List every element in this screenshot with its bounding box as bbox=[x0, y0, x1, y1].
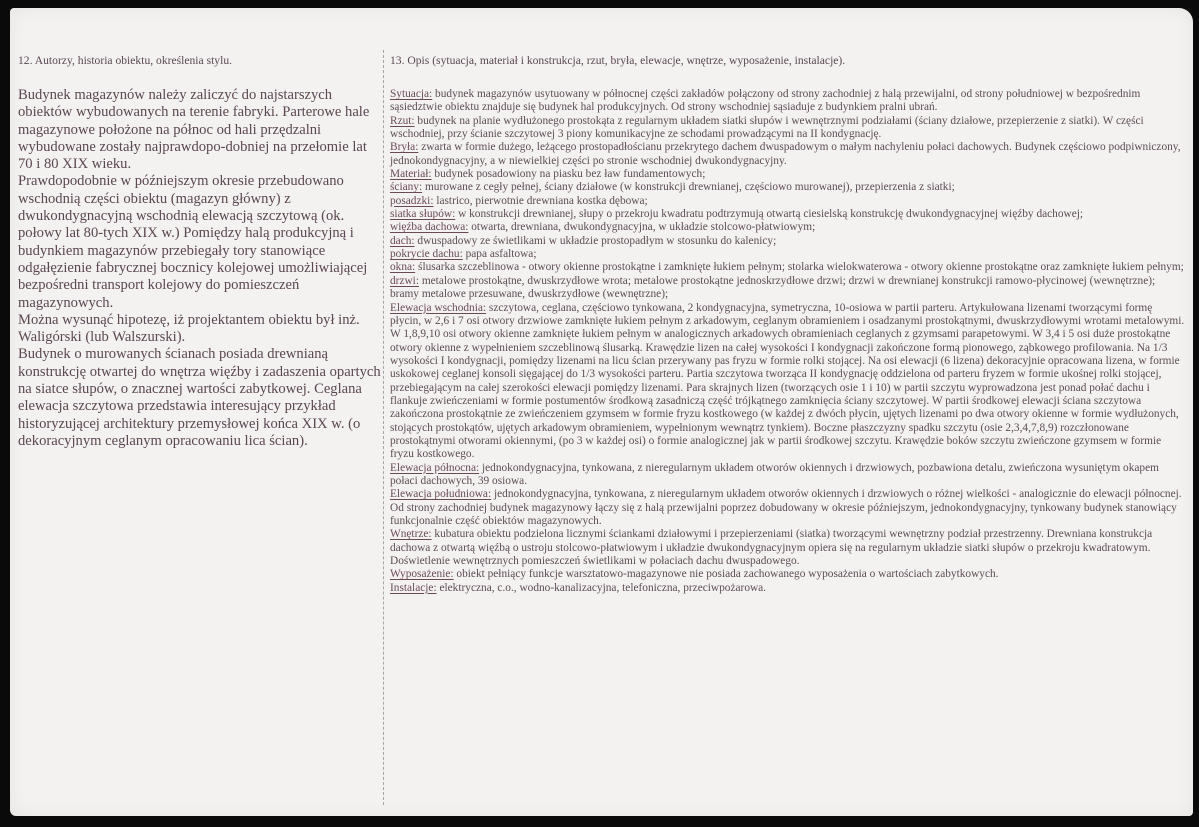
entry-label: pokrycie dachu: bbox=[390, 248, 463, 261]
entry-label: Sytuacja: bbox=[390, 88, 433, 100]
entry-label: więźba dachowa: bbox=[390, 221, 469, 234]
entry-label: Wnętrze: bbox=[390, 528, 432, 541]
entry-text: zwarta w formie dużego, leżącego prostopadłościanu przekrytego dachem dwuspadowym o małym nachyleniu połaci dachowych. Budynek częściowo podpiwniczony, jednokondygnacyjny, a w niewielkiej części po stronie wschodniej dwukondygnacyjny. bbox=[390, 141, 1181, 167]
entry-wyposazenie bbox=[390, 568, 1185, 581]
entry-label: Bryła: bbox=[390, 141, 419, 154]
entry-sciany bbox=[390, 181, 1185, 194]
description-section bbox=[390, 54, 1185, 595]
history-paragraph: Budynek o murowanych ścianach posiada drewnianą konstrukcję otwartej do wnętrza więźby i zadaszenia opartych na siatce słupów, o znacznej wartości zabytkowej. Ceglana elewacja szczytowa przedstawia interesujący przykład historyzującej architektury przemysłowej końca XIX w. (o dekoracyjnym ceglanym opracowaniu lica ścian). bbox=[18, 346, 381, 449]
description-entries bbox=[390, 88, 1185, 595]
entry-label: Materiał: bbox=[390, 168, 432, 181]
entry-wnetrze bbox=[390, 528, 1185, 568]
entry-text: budynek na planie wydłużonego prostokąta z regularnym układem siatki słupów i wewnętrznymi podziałami (ściany działowe, przepierzenie z siatki). W części wschodniej, przy ścianie szczytowej 3 piony komunikacyjne ze schodami prowadzącymi na II kondygnację. bbox=[390, 114, 1144, 141]
entry-label: okna: bbox=[390, 261, 416, 274]
history-text bbox=[18, 87, 383, 450]
entry-label: Wyposażenie: bbox=[390, 568, 454, 581]
entry-rzut bbox=[390, 115, 1185, 142]
entry-text: papa asfaltowa; bbox=[462, 248, 537, 261]
entry-instalacje bbox=[390, 582, 1185, 595]
section-heading-12: 12. Autorzy, historia obiektu, określenia stylu. bbox=[18, 54, 233, 67]
entry-label: Elewacja południowa: bbox=[390, 488, 492, 501]
entry-text: jednokondygnacyjna, tynkowana, z nieregularnym układem otworów okiennych i drzwiowych o różnej wielkości - analogicznie do elewacji północnej. Od strony zachodniej budynek magazynowy łączy się z halą przewijalni poprzez dobudowany w okresie późniejszym, jednokondygnacyjny, tynkowany budynek stanowiący funkcjonalnie część obiektów magazynowych. bbox=[390, 488, 1182, 527]
entry-text: obiekt pełniący funkcje warsztatowo-magazynowe nie posiada zachowanego wyposażenia o wartościach zabytkowych. bbox=[453, 568, 999, 581]
section-heading-13: 13. Opis (sytuacja, materiał i konstrukcja, rzut, bryła, elewacje, wnętrze, wyposażenie, instalacje). bbox=[390, 54, 846, 67]
entry-wiezba-dachowa bbox=[390, 221, 1185, 234]
entry-pokrycie-dachu bbox=[390, 248, 1185, 261]
history-section bbox=[18, 54, 383, 450]
entry-text: budynek posadowiony na piasku bez ław fundamentowych; bbox=[431, 168, 706, 181]
entry-okna bbox=[390, 261, 1185, 274]
entry-elewacja-polnocna bbox=[390, 462, 1185, 489]
entry-material bbox=[390, 168, 1185, 181]
entry-dach bbox=[390, 235, 1185, 248]
entry-text: dwuspadowy ze świetlikami w układzie prostopadłym w stosunku do kalenicy; bbox=[414, 234, 777, 247]
entry-text: murowane z cegły pełnej, ściany działowe (w konstrukcji drewnianej, częściowo murowanej), przepierzenia z siatki; bbox=[422, 181, 955, 194]
entry-text: lastrico, pierwotnie drewniana kostka dębowa; bbox=[433, 194, 648, 207]
entry-label: drzwi: bbox=[390, 274, 419, 287]
entry-label: Rzut: bbox=[390, 114, 415, 127]
entry-bryla bbox=[390, 141, 1185, 168]
entry-sytuacja bbox=[390, 88, 1185, 115]
entry-siatka-slupow bbox=[390, 208, 1185, 221]
entry-posadzki bbox=[390, 195, 1185, 208]
history-paragraph: Można wysunąć hipotezę, iż projektantem obiektu był inż. Waligórski (lub Walszurski). bbox=[18, 311, 360, 346]
history-paragraph: Prawdopodobnie w późniejszym okresie przebudowano wschodnią części obiektu (magazyn główny) z dwukondygnacyjną wschodnią elewacją szczytową (ok. połowy lat 80-tych XIX w.) Pomiędzy halą produkcyjną i budynkiem magazynów przebiegały tory stanowiące odgałęzienie fabrycznej bocznicy kolejowej umożliwiającej bezpośredni transport kolejowy do pomieszczeń magazynowych. bbox=[18, 173, 368, 311]
entry-label: ściany: bbox=[390, 181, 423, 194]
entry-text: metalowe prostokątne, dwuskrzydłowe wrota; metalowe prostokątne jednoskrzydłowe drzwi; drzwi w drewnianej konstrukcji ramowo-płycinowej (wewnętrzne); bramy metalowe przesuwane, dwuskrzydłowe (wewnętrzne); bbox=[390, 274, 1156, 301]
column-divider bbox=[383, 50, 384, 805]
entry-text: w konstrukcji drewnianej, słupy o przekroju kwadratu podtrzymują otwartą ciesielską konstrukcję dwukondygnacyjnej więźby dachowej; bbox=[455, 208, 1084, 221]
history-paragraph: Budynek magazynów należy zaliczyć do najstarszych obiektów wybudowanych na terenie fabryki. Parterowe hale magazynowe położone na północ od hali przędzalni wybudowane zostały najprawdopo-dobniej na przełomie lat 70 i 80 XIX wieku. bbox=[18, 87, 370, 173]
entry-label: siatka słupów: bbox=[390, 208, 456, 221]
entry-text: budynek magazynów usytuowany w północnej części zakładów połączony od strony zachodniej z halą przewijalni, od strony południowej w bezpośrednim sąsiedztwie obiektu znajduje się budynek hal produkcyjnych. Od strony wschodniej sąsiaduje z budynkiem pralni ubrań. bbox=[390, 88, 1141, 114]
entry-text: kubatura obiektu podzielona licznymi ściankami działowymi i przepierzeniami (siatka) tworzącymi wewnętrzny podział przestrzenny. Drewniana konstrukcja dachowa z otwartą więźbą o ustroju stolcowo-płatwiowym i układzie dwukondygnacyjnym opiera się na regularnym układzie siatki słupów o przekroju kwadratowym. Doświetlenie wewnętrznych pomieszczeń świetlikami w połaciach dachu dwuspadowego. bbox=[390, 528, 1153, 568]
entry-label: dach: bbox=[390, 234, 415, 247]
entry-elewacja-poludniowa bbox=[390, 488, 1185, 528]
entry-drzwi bbox=[390, 275, 1185, 302]
document-page bbox=[10, 8, 1193, 816]
entry-label: Elewacja północna: bbox=[390, 461, 480, 474]
entry-text: ślusarka szczeblinowa - otwory okienne prostokątne i zamknięte łukiem pełnym; stolarka wielokwaterowa - otwory okienne prostokątne oraz zamknięte łukiem pełnym; bbox=[415, 261, 1184, 274]
entry-label: posadzki: bbox=[390, 194, 434, 207]
entry-text: elektryczna, c.o., wodno-kanalizacyjna, telefoniczna, przeciwpożarowa. bbox=[436, 581, 767, 594]
entry-label: Elewacja wschodnia: bbox=[390, 301, 487, 314]
entry-elewacja-wschodnia bbox=[390, 302, 1185, 462]
entry-label: Instalacje: bbox=[390, 581, 437, 594]
entry-text: otwarta, drewniana, dwukondygnacyjna, w układzie stolcowo-płatwiowym; bbox=[468, 221, 816, 234]
entry-text: szczytowa, ceglana, częściowo tynkowana, 2 kondygnacyjna, symetryczna, 10-osiowa w partii parteru. Artykułowana lizenami tworzącymi formę płycin, w 2,6 i 7 osi otwory drzwiowe zamknięte łukiem pełnym z arkadowym, ceglanym obramieniem i osadzanymi prostokątnymi, dwuskrzydłowymi wrotami metalowymi. W 1,8,9,10 osi otwory okienne zamknięte łukiem pełnym w analogicznych arkadowych obramieniach ceglanych z gzymsami parapetowymi. W 3,4 i 5 osi duże prostokątne otwory okienne z wypełnieniem szczeblinową ślusarką. Krawędzie lizen na całej wysokości I kondygnacji zakończone formą pionowego, ząbkowego profilowania. Na 1/3 wysokości I kondygnacji, pomiędzy lizenami na licu ścian przerywany pas fryzu w formie rolki stojącej. Na osi elewacji (6 lizena) dekoracyjnie opracowana lizena, w formie uskokowej ceglanej konsoli sięgającej do 1/3 wysokości parteru. Partia szczytowa tworząca II kondygnację oddzielona od parteru fryzem w formie ukośnej rolki stojącej, przebiegającym na całej szerokości elewacji pomiędzy lizenami. Para skrajnych lizen (tworzących osie 1 i 10) w partii szczytu wyprowadzona jest ponad połać dachu i flankuje zwieńczeniami w formie postumentów środkową zasadniczą część trójkątnego zamknięcia ściany szczytowej. W partii środkowej elewacji ściana szczytowa zakończona prostokątnie ze zwieńczeniem gzymsem w formie fryzu kostkowego (w każdej z dwóch płycin, ujętych lizenami po dwa otwory okienne w formie wydłużonych, stojących prostokątów, ujętych arkadowym obramieniem, wypełnionym wewnątrz tynkiem). Boczne płaszczyzny spadku szczytu (osie 2,3,4,7,8,9) rozczłonowane prostokątnymi otworami okiennymi, (po 3 w każdej osi) o formie analogicznej jak w partii środkowej szczytu. Krawędzie boków szczytu zwieńczone gzymsem w formie fryzu kostkowego. bbox=[390, 301, 1185, 461]
entry-text: jednokondygnacyjna, tynkowana, z nieregularnym układem otworów okiennych i drzwiowych, pozbawiona detalu, zwieńczona wysuniętym okapem połaci dachowych, 39 osiowa. bbox=[390, 461, 1159, 487]
